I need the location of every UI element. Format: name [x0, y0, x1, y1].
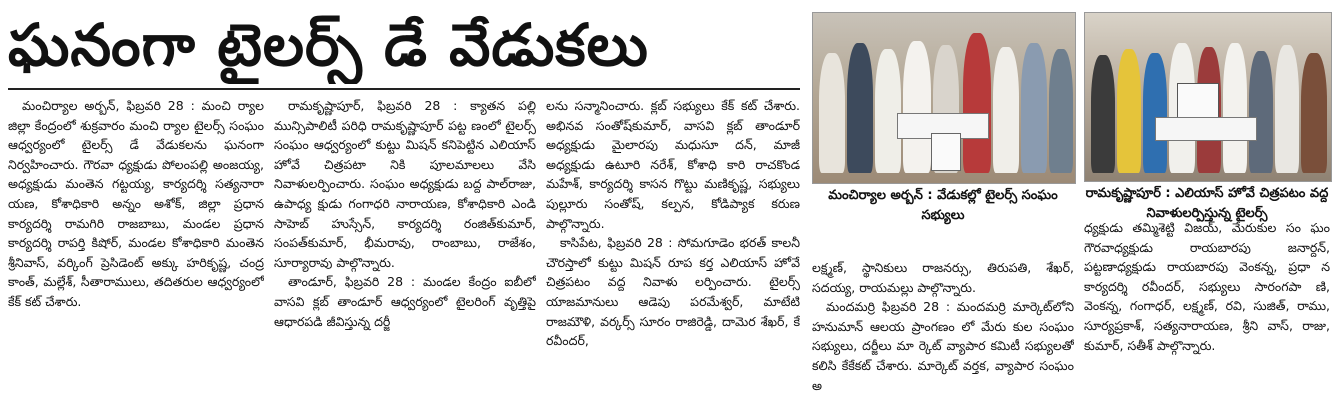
photo-figure: [1117, 49, 1141, 173]
article-column-3: [546, 96, 800, 414]
photo-figure: [1049, 49, 1073, 173]
photo-caption-2: రామకృష్ణాపూర్ : ఎలియాస్ హోవే చిత్రపటం వద్ద నివాళులర్పిస్తున్న టైలర్స్: [1085, 186, 1329, 221]
article-column-4: [812, 258, 1074, 414]
photo-figure: [1143, 53, 1167, 173]
article-column-5: [1084, 218, 1330, 414]
photo-tailors-celebration: [812, 12, 1076, 184]
portrait-frame: [931, 133, 961, 171]
story-tandur-cont: లను సన్మానించారు. క్లబ్ సభ్యులు కేక్ కట్ చేశారు. అభినవ సంతోష్‌కుమార్, వాసవి క్లబ్ తాండూర్ అధ్యక్షుడు మైలారపు మధుసూ దన్, మాజీ అధ్యక్షుడు ఉటూరి నరేశ్, కోశాధి కారి రాచకొండ మహేశ్, కార్యదర్శి కాసన గొట్టు మణికృష్ణ, సభ్యులు పుల్లూరు సంతోష్, కల్పన, కోడిప్యాక కరుణ పాల్గొన్నారు.: [546, 98, 800, 231]
photo-figure: [875, 49, 901, 173]
story-tandur: తాండూర్, ఫిబ్రవరి 28 : మండల కేంద్రం ఐబీలో వాసవి క్లబ్ తాండూర్ ఆధ్వర్యంలో టైలరింగ్ వృత్తిపై ఆధారపడి జీవిస్తున్న దర్జీ: [274, 274, 536, 329]
photo-figure: [1275, 45, 1299, 173]
headline: ఘనంగా టైలర్స్ డే వేడుకలు: [8, 11, 649, 79]
photo-caption-1: మంచిర్యాల అర్బన్ : వేడుకల్లో టైలర్స్ సంఘం సభ్యులు: [828, 188, 1058, 223]
story-mandamarri-cont: ధ్యక్షుడు తమ్మిశెట్టి విజయ్, మేరుకుల సం ఘం గౌరవాధ్యక్షుడు రాయబారపు జనార్దన్, పట్టణాధ్యక్షుడు రాయబారపు వెంకన్న, ప్రధా న కార్యదర్శి రవీందర్, సభ్యులు సారంగపా ణి, వెంకన్న, గంగాధర్, లక్ష్మణ్, రవి, సుజిత్, రాము, సూర్యప్రకాశ్, సత్యనారాయణ, శ్రీని వాస్, రాజు, కుమార్, సతీశ్ పాల్గొన్నారు.: [1084, 220, 1330, 353]
photo-figure: [903, 41, 931, 173]
photo-figure: [1021, 43, 1047, 173]
column-rule: [8, 88, 800, 90]
tribute-table: [1155, 117, 1257, 141]
photo-figure: [847, 43, 873, 173]
article-column-2: [274, 96, 536, 414]
photo-figure: [993, 47, 1019, 173]
photo-figure: [819, 53, 845, 173]
photo-elias-howe-tribute: [1084, 12, 1332, 182]
photo-figure: [1223, 43, 1247, 173]
story-mancherial-urban: మంచిర్యాల అర్బన్, ఫిబ్రవరి 28 : మంచి ర్యాల జిల్లా కేంద్రంలో శుక్రవారం మంచి ర్యాల టైలర్స్ సంఘం ఆధ్వర్యంలో టైలర్స్ డే వేడుకలను ఘనంగా నిర్వహించారు. గౌరవా ధ్యక్షుడు పోలంపల్లి అంజయ్య, అధ్యక్షుడు మంతెన గట్టయ్య, కార్యదర్శి సత్యనారా యణ, కోశాధికారి అన్నం అశోక్, జిల్లా ప్రధాన కార్యదర్శి రామగిరి రాజబాబు, మండల ప్రధాన కార్యదర్శి రాపర్తి కిషోర్, మండల కోశాధికారి మంతెన శ్రీనివాస్, వర్కింగ్ ప్రెసిడెంట్ అక్కు హరికృష్ణ, చంద్ర కాంత్, మల్లేశ్, సీతారాములు, తదితరుల ఆధ్వర్యంలో కేక్ కట్ చేశారు.: [8, 98, 264, 309]
story-ramakrishnapur: రామకృష్ణాపూర్, ఫిబ్రవరి 28 : క్యాతన పల్లి మున్సిపాలిటీ పరిధి రామకృష్ణాపూర్ పట్ట ణంలో టైలర్స్ సంఘం ఆధ్వర్యంలో కుట్టు మిషన్ కనిపెట్టిన ఎలియాస్ హోవే చిత్రపటా నికి పూలమాలలు వేసి నివాళులర్పించారు. సంఘం అధ్యక్షుడు బద్ద పాల్‌రాజు, ఉపాధ్య క్షుడు గంగాధరి నారాయణ, కోశాధికారి ఎండి సాహెబ్ హుస్సేన్, కార్యదర్శి రంజిత్‌కుమార్, సంపత్‌కుమార్, భీమరావు, రాంబాబు, రాజేశం, సూర్యారావు పాల్గొన్నారు.: [274, 98, 536, 270]
photo-figure: [963, 33, 991, 173]
photo-figure: [1301, 53, 1327, 173]
portrait-frame: [1177, 83, 1219, 119]
article-column-1: [8, 96, 264, 414]
photo-figure: [1091, 55, 1115, 173]
photo-figure: [1249, 51, 1273, 173]
story-mandamarri: మందమర్రి ఫిబ్రవరి 28 : మందమర్రి మార్కెట్‌లోని హనుమాన్ ఆలయ ప్రాంగణం లో మేరు కుల సంఘం సభ్యులు, దర్జీలు మా ర్కెట్ వ్యాపార కమిటీ సభ్యులతో కలిసి కేకేకట్ చేశారు. మార్కెట్ వర్తక, వ్యాపార సంఘం అ: [812, 299, 1074, 393]
story-kasipet-cont: లక్ష్మణ్, స్థానికులు రాజనర్సు, తిరుపతి, శేఖర్, సదయ్య, రాయమల్లు పాల్గొన్నారు.: [812, 260, 1074, 295]
story-kasipet: కాసిపేట, ఫిబ్రవరి 28 : సోమగూడెం భరత్ కాలనీ చౌరస్తాలో కుట్టు మిషన్ రూప కర్త ఎలియాస్ హోవే చిత్రపటం వద్ద నివాళు లర్పించారు. టైలర్స్ యాజమానులు ఆడెపు పరమేశ్వర్, మాటేటి రాజమౌళి, వర్కర్స్ సూరం రాజిరెడ్డి, దామెర శేఖర్, కే రవీందర్,: [546, 235, 800, 349]
